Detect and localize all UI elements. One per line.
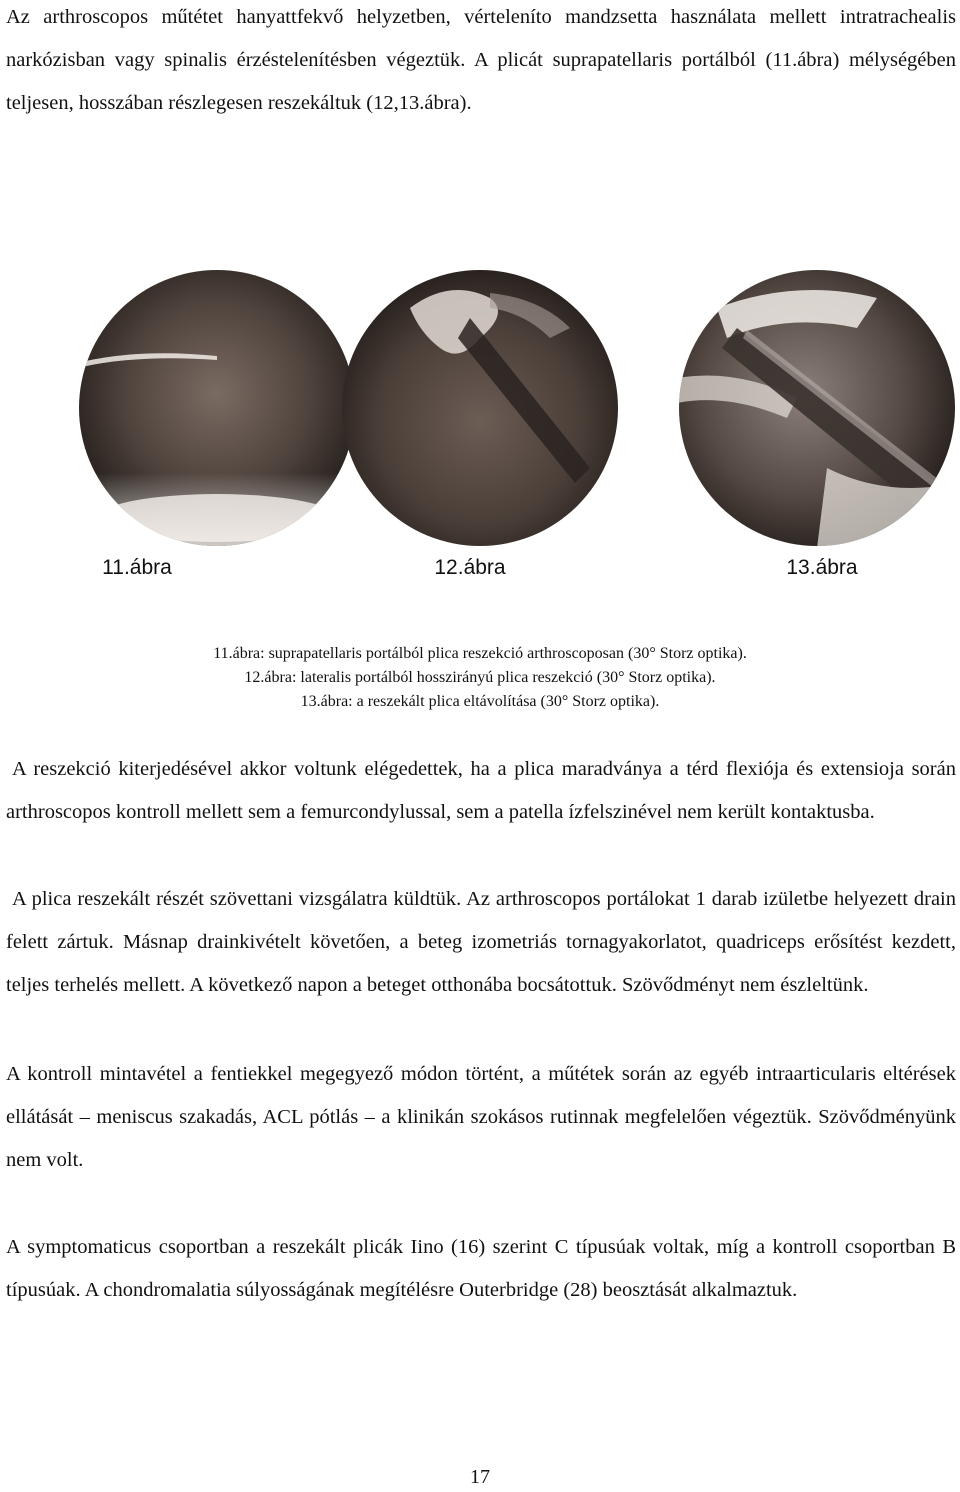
intro-paragraph: Az arthroscopos műtétet hanyattfekvő helyzetben, vérteleníto mandzsetta használata mellett intratrachealis narkózisban vagy spinalis érzéstelenítésben végeztük. A plicát suprapatellaris portálból (11.ábra) mélységében teljesen, hosszában részlegesen reszekáltuk (12,13.ábra). — [6, 6, 956, 114]
figure-13-label: 13.ábra — [786, 556, 858, 579]
paragraph-resection: A reszekció kiterjedésével akkor voltunk elégedettek, ha a plica maradványa a térd flexiója és extensioja során arthroscopos kontroll mellett sem a femurcondylussal, sem a patella ízfelszinével nem került kontaktusba. — [6, 758, 956, 823]
paragraph-control: A kontroll mintavétel a fentiekkel megegyező módon történt, a műtétek során az egyéb intraarticularis eltérések ellátását – meniscus szakadás, ACL pótlás – a klinikán szokásos rutinnak megfelelően végeztük. Szövődményünk nem volt. — [6, 1063, 956, 1171]
figure-13-image — [677, 268, 957, 548]
figure-row — [0, 268, 960, 548]
figure-captions — [0, 642, 960, 714]
figure-12-label: 12.ábra — [434, 556, 506, 579]
paragraph-classification: A symptomaticus csoportban a reszekált plicák Iino (16) szerint C típusúak voltak, míg a kontroll csoportban B típusúak. A chondromalatia súlyosságának megítélésre Outerbridge (28) beosztását alkalmaztuk. — [6, 1236, 956, 1301]
figure-12-image — [340, 268, 620, 548]
caption-12: 12.ábra: lateralis portálból hosszirányú plica reszekció (30° Storz optika). — [244, 669, 716, 686]
figure-11-image — [77, 268, 357, 548]
caption-11: 11.ábra: suprapatellaris portálból plica reszekció arthroscoposan (30° Storz optika). — [213, 645, 747, 662]
page-number: 17 — [470, 1466, 490, 1488]
figure-11-label: 11.ábra — [102, 556, 172, 579]
paragraph-histology: A plica reszekált részét szövettani vizsgálatra küldtük. Az arthroscopos portálokat 1 darab izületbe helyezett drain felett zártuk. Másnap drainkivételt követően, a beteg izometriás tornagyakorlatot, quadriceps erősítést kezdett, teljes terhelés mellett. A következő napon a beteget otthonába bocsátottuk. Szövődményt nem észleltünk. — [6, 888, 956, 996]
caption-13: 13.ábra: a reszekált plica eltávolítása (30° Storz optika). — [300, 693, 660, 710]
